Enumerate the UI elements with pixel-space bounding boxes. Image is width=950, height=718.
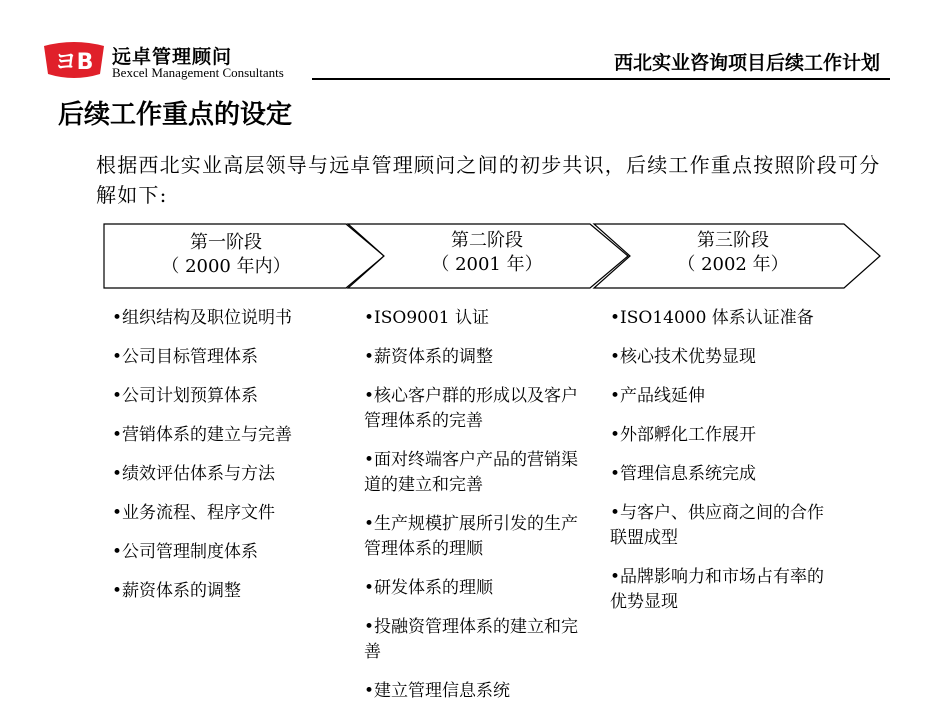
section-title: 后续工作重点的设定 (58, 100, 293, 130)
phase-1-item: •绩效评估体系与方法 (112, 464, 276, 484)
phase-1-item: •业务流程、程序文件 (112, 503, 276, 523)
phase-3-list (610, 306, 832, 629)
project-title: 西北实业咨询项目后续工作计划 (613, 52, 880, 74)
phase-3-item: •外部孵化工作展开 (610, 425, 757, 445)
phase-3-name: 第三阶段 (697, 230, 769, 251)
phase-2-item: •面对终端客户产品的营销渠道的建立和完善 (364, 450, 579, 495)
phase-1-item: •组织结构及职位说明书 (112, 308, 293, 328)
phase-3-item: •核心技术优势显现 (610, 347, 757, 367)
svg-text:ヨB: ヨB (54, 50, 94, 75)
phase-1-item: •薪资体系的调整 (112, 581, 242, 601)
phase-2-item: •ISO9001 认证 (364, 308, 489, 328)
phase-1-item: •营销体系的建立与完善 (112, 425, 293, 445)
phase-2-item: •研发体系的理顺 (364, 578, 494, 598)
phase-1-label (126, 231, 326, 279)
phase-3-item: •与客户、供应商之间的合作联盟成型 (610, 503, 825, 548)
phase-3-item: •品牌影响力和市场占有率的优势显现 (610, 567, 825, 612)
phase-2-item: •投融资管理体系的建立和完善 (364, 617, 579, 662)
phase-2-item: •薪资体系的调整 (364, 347, 494, 367)
phase-2-item: •核心客户群的形成以及客户管理体系的完善 (364, 386, 579, 431)
phase-3-item: •ISO14000 体系认证准备 (610, 308, 814, 328)
phase-1-item: •公司计划预算体系 (112, 386, 259, 406)
phase-3-item: •产品线延伸 (610, 386, 706, 406)
phase-2-item: •生产规模扩展所引发的生产管理体系的理顺 (364, 514, 579, 559)
phase-2-item: •建立管理信息系统 (364, 681, 511, 701)
phase-3-period: （ 2002 年） (677, 254, 789, 275)
logo-chinese-name: 远卓管理顾问 (112, 46, 233, 68)
phase-1-list (112, 306, 342, 618)
phase-1-item: •公司目标管理体系 (112, 347, 259, 367)
phase-2-period: （ 2001 年） (431, 254, 543, 275)
phase-3-label (633, 229, 833, 277)
intro-paragraph: 根据西北实业高层领导与远卓管理顾问之间的初步共识，后续工作重点按照阶段可分解如下: (96, 153, 881, 207)
phase-2-label (387, 229, 587, 277)
phase-2-name: 第二阶段 (451, 230, 523, 251)
phase-3-item: •管理信息系统完成 (610, 464, 757, 484)
phase-1-item: •公司管理制度体系 (112, 542, 259, 562)
logo-english-name: Bexcel Management Consultants (112, 65, 284, 80)
phase-1-period: （ 2000 年内） (161, 256, 291, 277)
phase-2-list (364, 306, 586, 718)
phase-1-name: 第一阶段 (190, 232, 262, 253)
